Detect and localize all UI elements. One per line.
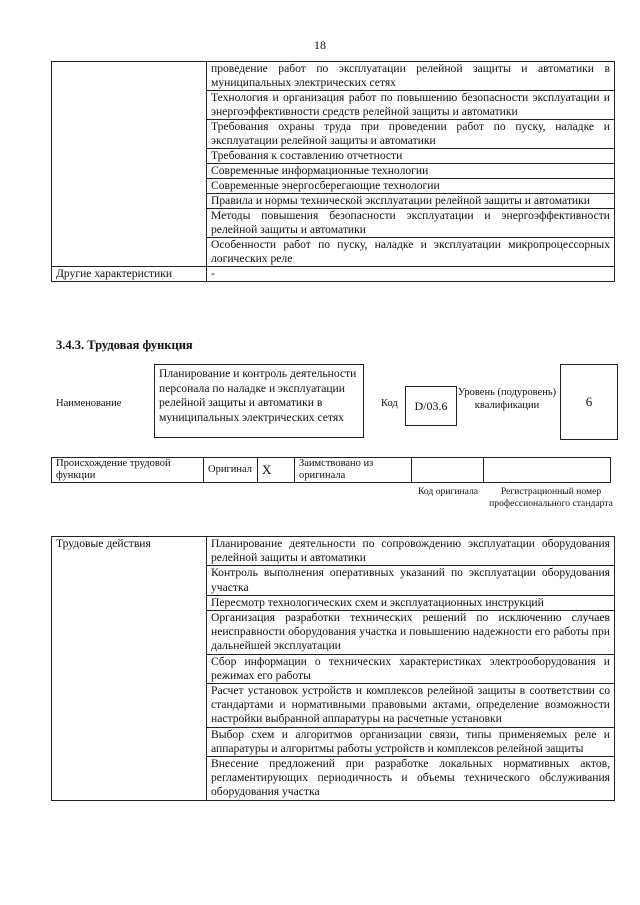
- labor-action-item: Планирование деятельности по сопровождению эксплуатации оборудования релейной защиты и автоматики: [207, 537, 615, 566]
- knowledge-label-cell: [52, 62, 207, 267]
- knowledge-item: Особенности работ по пуску, наладке и эксплуатации микропроцессорных логических реле: [207, 238, 615, 267]
- table-row: [52, 537, 615, 566]
- knowledge-item: Современные информационные технологии: [207, 164, 615, 179]
- labor-action-item: Выбор схем и алгоритмов организации связи, типы применяемых реле и аппаратуры и алгоритмы работы устройств и комплексов релейной защиты: [207, 727, 615, 756]
- registration-number-cell: [484, 458, 611, 483]
- knowledge-item: Требования охраны труда при проведении работ по пуску, наладке и эксплуатации релейной защиты и автоматики: [207, 120, 615, 149]
- knowledge-item: проведение работ по эксплуатации релейной защиты и автоматики в муниципальных электрических сетях: [207, 62, 615, 91]
- borrowed-label: Заимствовано из оригинала: [295, 458, 412, 483]
- knowledge-item: Современные энергосберегающие технологии: [207, 179, 615, 194]
- labor-action-item: Организация разработки технических решений по исключению случаев неисправности оборудования участка и повышению надежности его работы при дальнейшей эксплуатации: [207, 611, 615, 655]
- qualification-level-label: Уровень (подуровень) квалификации: [457, 387, 557, 411]
- labor-action-item: Пересмотр технологических схем и эксплуатационных инструкций: [207, 595, 615, 610]
- code-label: Код: [381, 398, 398, 409]
- section-heading: 3.4.3. Трудовая функция: [56, 338, 193, 352]
- code-value-box: D/03.6: [405, 386, 457, 426]
- knowledge-table-continued: [51, 61, 615, 282]
- origin-table: [51, 457, 611, 483]
- other-characteristics-label: Другие характеристики: [52, 267, 207, 282]
- labor-action-item: Внесение предложений при разработке локальных нормативных актов, регламентирующих периодичность и объемы технического обслуживания оборудования участка: [207, 757, 615, 801]
- labor-action-item: Расчет установок устройств и комплексов релейной защиты в соответствии со стандартами и нормативными правовыми актами, определение возможности настройки выбранной аппаратуры на расчетные установки: [207, 684, 615, 728]
- table-row: [52, 62, 615, 91]
- labor-action-item: Контроль выполнения оперативных указаний по эксплуатации оборудования участка: [207, 566, 615, 595]
- knowledge-item: Правила и нормы технической эксплуатации релейной защиты и автоматики: [207, 194, 615, 209]
- other-characteristics-value: -: [207, 267, 615, 282]
- page-number: 18: [314, 38, 326, 52]
- labor-actions-table: [51, 536, 615, 801]
- original-mark: X: [258, 458, 295, 483]
- labor-actions-label: Трудовые действия: [52, 537, 207, 801]
- name-label: Наименование: [56, 398, 122, 409]
- labor-action-item: Сбор информации о технических характеристиках электрооборудования и режимах его работы: [207, 654, 615, 683]
- original-label: Оригинал: [204, 458, 258, 483]
- qualification-level-box: 6: [560, 364, 618, 440]
- function-title-box: Планирование и контроль деятельности персонала по наладке и эксплуатации релейной защиты и автоматики в муниципальных электрических сетях: [154, 364, 364, 438]
- table-row: [52, 458, 611, 483]
- original-code-cell: [412, 458, 484, 483]
- origin-label: Происхождение трудовой функции: [52, 458, 204, 483]
- knowledge-item: Методы повышения безопасности эксплуатации и энергоэффективности релейной защиты и автоматики: [207, 209, 615, 238]
- knowledge-item: Технология и организация работ по повышению безопасности эксплуатации и энергоэффективности средств релейной защиты и автоматики: [207, 91, 615, 120]
- knowledge-item: Требования к составлению отчетности: [207, 149, 615, 164]
- table-row: [52, 267, 615, 282]
- original-code-caption: Код оригинала: [417, 486, 479, 497]
- registration-number-caption: Регистрационный номер профессионального стандарта: [489, 486, 613, 509]
